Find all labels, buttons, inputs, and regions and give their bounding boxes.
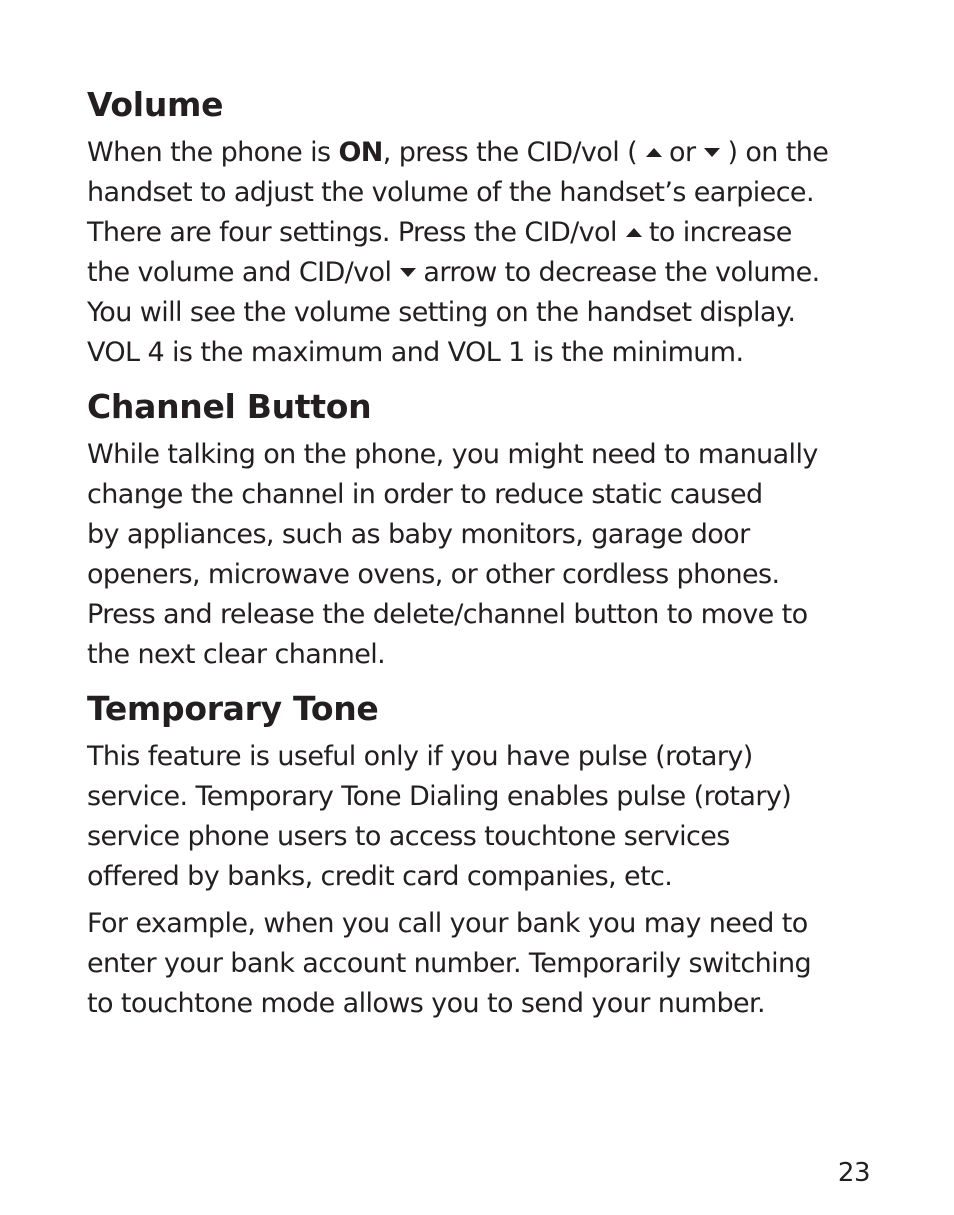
tone-line: offered by banks, credit card companies, etc. bbox=[87, 861, 673, 892]
temporary-tone-heading: Temporary Tone bbox=[87, 689, 379, 728]
volume-line-2: handset to adjust the volume of the handset’s earpiece. bbox=[87, 177, 814, 208]
down-arrow-icon bbox=[400, 268, 416, 277]
tone-line: service. Temporary Tone Dialing enables pulse (rotary) bbox=[87, 781, 792, 812]
tone-line: This feature is useful only if you have pulse (rotary) bbox=[87, 741, 753, 772]
channel-line: Press and release the delete/channel button to move to bbox=[87, 599, 808, 630]
up-arrow-icon bbox=[626, 228, 642, 237]
volume-heading: Volume bbox=[87, 85, 224, 124]
channel-line: the next clear channel. bbox=[87, 639, 386, 670]
volume-line-6: VOL 4 is the maximum and VOL 1 is the minimum. bbox=[87, 337, 744, 368]
volume-line-1: When the phone is ON, press the CID/vol ( or ) on the bbox=[87, 137, 829, 168]
channel-line: While talking on the phone, you might need to manually bbox=[87, 439, 818, 470]
down-arrow-icon bbox=[704, 148, 720, 157]
tone-line: service phone users to access touchtone services bbox=[87, 821, 730, 852]
tone-line: For example, when you call your bank you may need to bbox=[87, 908, 808, 939]
volume-line-3: There are four settings. Press the CID/vol to increase bbox=[87, 217, 792, 248]
channel-line: change the channel in order to reduce static caused bbox=[87, 479, 763, 510]
channel-paragraph bbox=[87, 435, 818, 675]
page-number: 23 bbox=[837, 1158, 870, 1188]
tone-line: enter your bank account number. Temporarily switching bbox=[87, 948, 812, 979]
tone-paragraph-1 bbox=[87, 737, 791, 897]
volume-line-5: You will see the volume setting on the handset display. bbox=[87, 297, 796, 328]
channel-button-heading: Channel Button bbox=[87, 387, 372, 426]
volume-line-4: the volume and CID/vol arrow to decrease the volume. bbox=[87, 257, 820, 288]
channel-line: openers, microwave ovens, or other cordless phones. bbox=[87, 559, 780, 590]
tone-paragraph-2 bbox=[87, 904, 811, 1024]
up-arrow-icon bbox=[646, 148, 662, 157]
channel-line: by appliances, such as baby monitors, garage door bbox=[87, 519, 750, 550]
tone-line: to touchtone mode allows you to send your number. bbox=[87, 988, 765, 1019]
volume-paragraph bbox=[87, 133, 828, 373]
on-state-text: ON bbox=[338, 137, 383, 168]
